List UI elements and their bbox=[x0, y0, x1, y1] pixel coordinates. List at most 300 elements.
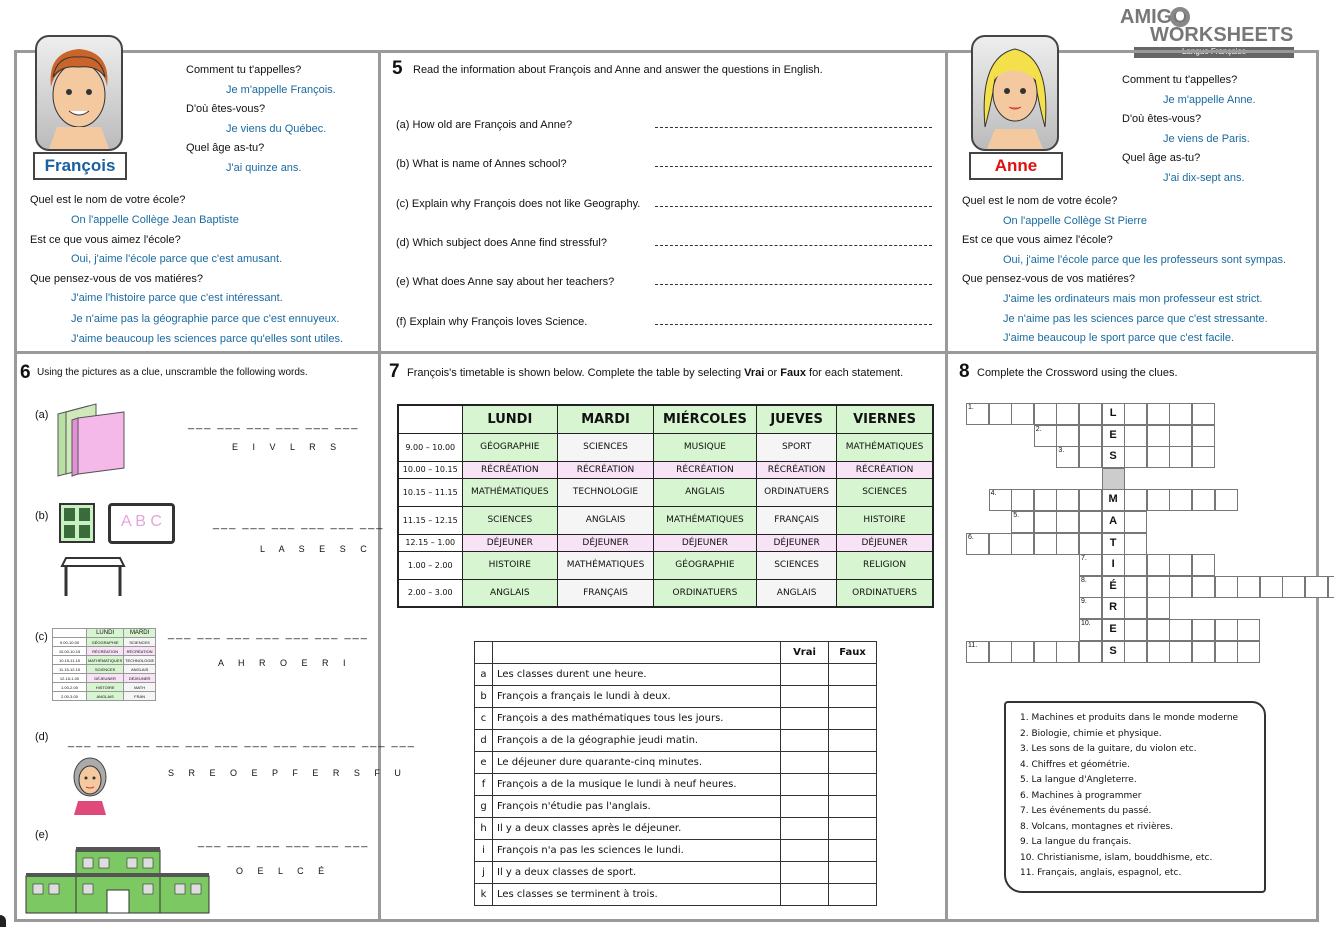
crossword-cell[interactable] bbox=[1079, 641, 1102, 663]
crossword-cell[interactable] bbox=[1124, 511, 1147, 533]
timetable-cell: ORDINATUERS bbox=[757, 478, 837, 506]
crossword-cell[interactable] bbox=[1079, 446, 1102, 468]
crossword-cell[interactable] bbox=[1056, 403, 1079, 425]
faux-checkbox[interactable] bbox=[829, 818, 877, 840]
vrai-checkbox[interactable] bbox=[781, 708, 829, 730]
crossword-cell[interactable] bbox=[1056, 489, 1079, 511]
timetable-cell: RELIGION bbox=[837, 551, 933, 579]
vf-statement: François a de la géographie jeudi matin. bbox=[493, 730, 781, 752]
timetable-cell: TECHNOLOGIE bbox=[558, 478, 654, 506]
vrai-checkbox[interactable] bbox=[781, 752, 829, 774]
crossword-cell[interactable] bbox=[1192, 425, 1215, 447]
clue-item: 1. Machines et produits dans le monde moderne bbox=[1020, 713, 1239, 723]
s5-number: 5 bbox=[392, 58, 403, 79]
crossword-cell[interactable] bbox=[1260, 576, 1283, 598]
timetable-row bbox=[398, 551, 933, 579]
faux-checkbox[interactable] bbox=[829, 730, 877, 752]
logo-line1: AMIGO bbox=[1120, 6, 1188, 28]
mini-row bbox=[53, 674, 156, 683]
timetable-row bbox=[398, 579, 933, 607]
s7-vrai: Vrai bbox=[744, 367, 765, 379]
vf-letter: j bbox=[475, 862, 493, 884]
timetable-cell: MATHÉMATIQUES bbox=[837, 433, 933, 461]
vf-letter: c bbox=[475, 708, 493, 730]
s5-question: (b) What is name of Annes school? bbox=[396, 158, 567, 171]
crossword-cell[interactable] bbox=[1011, 489, 1034, 511]
timetable-time: 2.00 – 3.00 bbox=[398, 579, 462, 607]
crossword-cell[interactable] bbox=[1124, 403, 1147, 425]
mini-cell: 9.00-10.00 bbox=[53, 638, 87, 647]
crossword-cell[interactable] bbox=[1079, 533, 1102, 555]
crossword-number: 4. bbox=[990, 490, 997, 498]
crossword-cell[interactable] bbox=[1192, 489, 1215, 511]
mini-cell: TECHNOLOGIE bbox=[125, 657, 155, 663]
vf-statement: François n'a pas les sciences le lundi. bbox=[493, 840, 781, 862]
s5-answer-line[interactable] bbox=[655, 206, 932, 207]
vf-row bbox=[475, 840, 877, 862]
crossword-blank-cell bbox=[1102, 468, 1125, 490]
s6-instruction: Using the pictures as a clue, unscramble the following words. bbox=[37, 367, 308, 378]
crossword-cell[interactable] bbox=[1169, 641, 1192, 663]
crossword-number: 11. bbox=[968, 641, 978, 649]
crossword-cell[interactable] bbox=[1147, 489, 1170, 511]
crossword-cell[interactable] bbox=[1192, 576, 1215, 598]
mini-cell: SCIENCES bbox=[87, 665, 124, 674]
timetable-cell: HISTOIRE bbox=[837, 506, 933, 534]
clue-item: 6. Machines à programmer bbox=[1020, 790, 1142, 801]
crossword-cell[interactable] bbox=[1011, 403, 1034, 425]
vrai-checkbox[interactable] bbox=[781, 686, 829, 708]
crossword-cell[interactable] bbox=[989, 533, 1012, 555]
vf-statement: François a français le lundi à deux. bbox=[493, 686, 781, 708]
faux-checkbox[interactable] bbox=[829, 686, 877, 708]
crossword-key-letter: S bbox=[1109, 644, 1117, 657]
crossword-cell[interactable] bbox=[1147, 619, 1170, 641]
timetable-day: LUNDI bbox=[462, 405, 558, 433]
timetable-cell: RÉCRÉATION bbox=[653, 461, 756, 478]
s5-answer-line[interactable] bbox=[655, 324, 932, 325]
vrai-checkbox[interactable] bbox=[781, 730, 829, 752]
mini-cell: 1.00-2.00 bbox=[53, 683, 87, 692]
s8-instruction: Complete the Crossword using the clues. bbox=[977, 367, 1178, 379]
mini-cell: ANGLAIS bbox=[124, 665, 156, 674]
mini-cell: 12.15-1.00 bbox=[53, 674, 87, 683]
crossword-cell[interactable] bbox=[1124, 446, 1147, 468]
s7-instruction-post: for each statement. bbox=[805, 367, 904, 379]
s6-e-label: (e) bbox=[35, 829, 49, 841]
crossword-cell[interactable] bbox=[1079, 403, 1102, 425]
crossword-cell[interactable] bbox=[1169, 403, 1192, 425]
crossword-cell[interactable] bbox=[1124, 533, 1147, 555]
s5-answer-line[interactable] bbox=[655, 245, 932, 246]
crossword-cell[interactable] bbox=[1079, 511, 1102, 533]
timetable-cell: ANGLAIS bbox=[757, 579, 837, 607]
crossword-cell[interactable] bbox=[1034, 403, 1057, 425]
timetable-cell: ANGLAIS bbox=[462, 579, 558, 607]
vf-statement: Il y a deux classes de sport. bbox=[493, 862, 781, 884]
true-false-table bbox=[474, 641, 877, 906]
francois-q4: Quel est le nom de votre école? bbox=[30, 194, 186, 206]
timetable-cell: DÉJEUNER bbox=[558, 534, 654, 551]
vrai-checkbox[interactable] bbox=[781, 796, 829, 818]
timetable-cell: DÉJEUNER bbox=[462, 534, 558, 551]
crossword-key-letter: I bbox=[1111, 558, 1115, 571]
s5-question: (a) How old are François and Anne? bbox=[396, 119, 573, 131]
clue-item: 11. Français, anglais, espagnol, etc. bbox=[1020, 868, 1182, 878]
s6-a-label: (a) bbox=[35, 409, 49, 421]
vf-letter: f bbox=[475, 774, 493, 796]
crossword-cell[interactable] bbox=[1192, 641, 1215, 663]
timetable-cell: GÉOGRAPHIE bbox=[462, 433, 558, 461]
s7-number: 7 bbox=[389, 361, 400, 382]
vf-letter: e bbox=[475, 752, 493, 774]
faux-checkbox[interactable] bbox=[829, 884, 877, 906]
crossword-cell[interactable] bbox=[1056, 511, 1079, 533]
timetable-cell: HISTOIRE bbox=[462, 551, 558, 579]
crossword-cell[interactable] bbox=[1079, 489, 1102, 511]
vrai-checkbox[interactable] bbox=[781, 774, 829, 796]
school-building-icon bbox=[25, 846, 210, 914]
vf-row bbox=[475, 664, 877, 686]
crossword-cell[interactable] bbox=[1034, 641, 1057, 663]
vf-row bbox=[475, 752, 877, 774]
vf-letter: h bbox=[475, 818, 493, 840]
francois-q2: D'où êtes-vous? bbox=[186, 103, 266, 115]
crossword-cell[interactable] bbox=[1124, 554, 1147, 576]
crossword-key-letter: S bbox=[1109, 450, 1117, 463]
s6-d-letters: S R E O E P F E R S F U bbox=[168, 768, 407, 778]
vf-header-faux: Faux bbox=[829, 642, 877, 664]
mini-row bbox=[53, 656, 156, 665]
mini-row bbox=[53, 665, 156, 674]
crossword-number: 6. bbox=[968, 533, 974, 541]
crossword-cell[interactable] bbox=[989, 641, 1012, 663]
timetable-cell: ORDINATUERS bbox=[653, 579, 756, 607]
s5-answer-line[interactable] bbox=[655, 166, 932, 167]
mini-cell: MATH bbox=[124, 683, 156, 692]
crossword-number: 7. bbox=[1081, 555, 1087, 563]
timetable-row bbox=[398, 461, 933, 478]
vrai-checkbox[interactable] bbox=[781, 818, 829, 840]
s5-question: (c) Explain why François does not like Geography. bbox=[396, 197, 641, 210]
clue-item: 3. Les sons de la guitare, du violon etc. bbox=[1020, 744, 1197, 754]
crossword-number: 9. bbox=[1081, 598, 1087, 606]
timetable-cell: FRANÇAIS bbox=[757, 506, 837, 534]
clue-item: 8. Volcans, montagnes et rivières. bbox=[1020, 821, 1174, 832]
crossword-number: 10. bbox=[1081, 620, 1091, 627]
crossword-key-letter: L bbox=[1109, 407, 1117, 419]
timetable-cell: MUSIQUE bbox=[653, 433, 756, 461]
logo-tag: Langue Française bbox=[1134, 47, 1294, 58]
divider bbox=[378, 50, 381, 922]
clue-item: 2. Biologie, chimie et physique. bbox=[1020, 728, 1162, 739]
vf-statement: Les classes durent une heure. bbox=[493, 664, 781, 686]
francois-a2: Je viens du Québec. bbox=[226, 123, 327, 135]
crossword-cell[interactable] bbox=[1034, 511, 1057, 533]
crossword-cell[interactable] bbox=[1124, 619, 1147, 641]
timetable-time: 12.15 – 1.00 bbox=[398, 534, 462, 551]
s7-instruction bbox=[407, 367, 903, 379]
francois-a6-2: Je n'aime pas la géographie parce que c'est ennuyeux. bbox=[71, 313, 340, 325]
timetable-time: 9.00 – 10.00 bbox=[398, 433, 462, 461]
s5-answer-line[interactable] bbox=[655, 284, 932, 285]
francois-q3: Quel âge as-tu? bbox=[186, 142, 265, 154]
crossword-cell[interactable] bbox=[1237, 641, 1260, 663]
francois-a1: Je m'appelle François. bbox=[226, 84, 336, 96]
crossword-cell[interactable] bbox=[1192, 554, 1215, 576]
crossword-cell[interactable] bbox=[1215, 641, 1238, 663]
crossword-cell[interactable] bbox=[1079, 425, 1102, 447]
crossword-number: 8. bbox=[1081, 576, 1087, 584]
timetable-cell: RÉCRÉATION bbox=[757, 461, 837, 478]
mini-timetable bbox=[52, 628, 156, 706]
s6-e-letters: O E L C É bbox=[236, 866, 331, 876]
mini-cell: 10.00-10.15 bbox=[53, 647, 87, 656]
crossword-number: 2. bbox=[1035, 425, 1042, 433]
vf-header-vrai: Vrai bbox=[781, 642, 829, 664]
s6-c-blanks[interactable]: ___ ___ ___ ___ ___ ___ ___ bbox=[168, 628, 369, 640]
mini-header-row bbox=[53, 629, 156, 638]
clue-item: 7. Les événements du passé. bbox=[1020, 806, 1152, 816]
crossword-cell[interactable] bbox=[1056, 533, 1079, 555]
mini-row bbox=[53, 683, 156, 692]
timetable-cell: SCIENCES bbox=[837, 478, 933, 506]
books-icon bbox=[52, 402, 132, 478]
s6-e-blanks[interactable]: ___ ___ ___ ___ ___ ___ bbox=[198, 836, 370, 848]
vf-letter: k bbox=[475, 884, 493, 906]
vf-corner bbox=[493, 642, 781, 664]
s6-d-label: (d) bbox=[35, 731, 49, 743]
crossword-cell[interactable] bbox=[1237, 576, 1260, 598]
s6-a-letters: E I V L R S bbox=[232, 442, 343, 452]
crossword-cell[interactable] bbox=[1305, 576, 1328, 598]
crossword-cell[interactable] bbox=[1237, 619, 1260, 641]
crossword-cell[interactable] bbox=[1147, 425, 1170, 447]
s6-b-blanks[interactable]: ___ ___ ___ ___ ___ ___ bbox=[213, 518, 385, 530]
francois-q5: Est ce que vous aimez l'école? bbox=[30, 234, 181, 246]
vf-letter: a bbox=[475, 664, 493, 686]
vf-header-row bbox=[475, 642, 877, 664]
crossword-cell[interactable] bbox=[1192, 403, 1215, 425]
timetable-cell: SCIENCES bbox=[757, 551, 837, 579]
clue-item: 4. Chiffres et géométrie. bbox=[1020, 759, 1130, 770]
teacher-icon bbox=[72, 757, 108, 815]
crossword-cell[interactable] bbox=[1215, 619, 1238, 641]
crossword-cell[interactable] bbox=[1147, 403, 1170, 425]
crossword-cell[interactable] bbox=[1124, 489, 1147, 511]
crossword-cell[interactable] bbox=[1147, 446, 1170, 468]
timetable-cell: DÉJEUNER bbox=[757, 534, 837, 551]
francois-q6: Que pensez-vous de vos matiéres? bbox=[30, 273, 204, 285]
vf-statement: Les classes se terminent à trois. bbox=[493, 884, 781, 906]
crossword-cell[interactable] bbox=[1011, 533, 1034, 555]
vf-row bbox=[475, 708, 877, 730]
crossword-cell[interactable] bbox=[1169, 446, 1192, 468]
vf-statement: François a de la musique le lundi à neuf heures. bbox=[493, 774, 781, 796]
timetable-header-row bbox=[398, 405, 933, 433]
crossword-cell[interactable] bbox=[1169, 554, 1192, 576]
vrai-checkbox[interactable] bbox=[781, 862, 829, 884]
francois-a5: Oui, j'aime l'école parce que c'est amusant. bbox=[71, 253, 283, 265]
timetable-day: MIÉRCOLES bbox=[653, 405, 756, 433]
vrai-checkbox[interactable] bbox=[781, 884, 829, 906]
crossword-cell[interactable] bbox=[1011, 641, 1034, 663]
faux-checkbox[interactable] bbox=[829, 796, 877, 818]
mini-cell: GÉOGRAPHIE bbox=[87, 638, 124, 647]
mini-cell: RÉCRÉATION bbox=[124, 647, 156, 656]
s7-instruction-pre: François's timetable is shown below. Complete the table by selecting bbox=[407, 367, 745, 379]
faux-checkbox[interactable] bbox=[829, 840, 877, 862]
s7-or: or bbox=[764, 367, 781, 379]
crossword-key-letter: E bbox=[1109, 623, 1117, 635]
crossword-cell[interactable] bbox=[1192, 619, 1215, 641]
whiteboard-abc: A B C bbox=[121, 513, 162, 530]
anne-q3: Quel âge as-tu? bbox=[1122, 152, 1201, 164]
table-icon bbox=[60, 556, 126, 598]
clue-item: 10. Christianisme, islam, bouddhisme, etc. bbox=[1020, 852, 1213, 863]
faux-checkbox[interactable] bbox=[829, 752, 877, 774]
crossword-cell[interactable] bbox=[1169, 619, 1192, 641]
anne-a6-2: Je n'aime pas les sciences parce que c'est stressante. bbox=[1003, 313, 1268, 325]
s5-question: (f) Explain why François loves Science. bbox=[396, 315, 588, 328]
timetable-day: VIERNES bbox=[837, 405, 933, 433]
s7-faux: Faux bbox=[780, 367, 806, 379]
s5-instruction: Read the information about François and Anne and answer the questions in English. bbox=[413, 64, 823, 76]
anne-a1: Je m'appelle Anne. bbox=[1163, 94, 1256, 106]
timetable-row bbox=[398, 506, 933, 534]
crossword-cell[interactable] bbox=[1147, 554, 1170, 576]
timetable-cell: ANGLAIS bbox=[558, 506, 654, 534]
vf-row bbox=[475, 884, 877, 906]
crossword-cell[interactable] bbox=[1169, 576, 1192, 598]
mini-cell: 10.15-11.15 bbox=[53, 656, 87, 665]
vrai-checkbox[interactable] bbox=[781, 840, 829, 862]
crossword-cell[interactable] bbox=[1034, 489, 1057, 511]
s5-question: (d) Which subject does Anne find stressful? bbox=[396, 236, 607, 249]
crossword-key-letter: A bbox=[1109, 515, 1118, 527]
s6-c-letters: A H R O E R I bbox=[218, 658, 352, 668]
crossword-cell[interactable] bbox=[1282, 576, 1305, 598]
s5-answer-line[interactable] bbox=[655, 127, 932, 128]
crossword-cell[interactable] bbox=[1147, 576, 1170, 598]
s8-number: 8 bbox=[959, 361, 970, 382]
anne-q6: Que pensez-vous de vos matiéres? bbox=[962, 273, 1136, 285]
crossword-key-letter: R bbox=[1109, 601, 1118, 614]
vf-row bbox=[475, 796, 877, 818]
s5-question: (e) What does Anne say about her teachers? bbox=[396, 276, 615, 289]
crossword-cell[interactable] bbox=[1124, 641, 1147, 663]
faux-checkbox[interactable] bbox=[829, 664, 877, 686]
faux-checkbox[interactable] bbox=[829, 708, 877, 730]
mini-cell: FRAN bbox=[124, 692, 156, 701]
crossword-key-letter: M bbox=[1108, 493, 1118, 506]
crossword-cell[interactable] bbox=[1056, 425, 1079, 447]
francois-a3: J'ai quinze ans. bbox=[226, 162, 302, 174]
s6-d-blanks[interactable]: ___ ___ ___ ___ ___ ___ ___ ___ ___ ___ ___ ___ bbox=[68, 736, 416, 748]
divider bbox=[945, 50, 948, 922]
anne-a2: Je viens de Paris. bbox=[1163, 133, 1250, 145]
crossword-cell[interactable] bbox=[1192, 446, 1215, 468]
crossword-cell[interactable] bbox=[1169, 425, 1192, 447]
vf-row bbox=[475, 774, 877, 796]
timetable-cell: SCIENCES bbox=[558, 433, 654, 461]
faux-checkbox[interactable] bbox=[829, 774, 877, 796]
vf-statement: François a des mathématiques tous les jours. bbox=[493, 708, 781, 730]
crossword-cell[interactable] bbox=[1147, 597, 1170, 619]
crossword-cell[interactable] bbox=[989, 403, 1012, 425]
crossword-key-letter: T bbox=[1109, 536, 1117, 549]
crossword-cell[interactable] bbox=[1056, 641, 1079, 663]
vf-row bbox=[475, 862, 877, 884]
s6-a-blanks[interactable]: ___ ___ ___ ___ ___ ___ bbox=[188, 418, 360, 430]
faux-checkbox[interactable] bbox=[829, 862, 877, 884]
francois-a6-1: J'aime l'histoire parce que c'est intéressant. bbox=[71, 292, 283, 304]
vf-letter: b bbox=[475, 686, 493, 708]
timetable-day: MARDI bbox=[558, 405, 654, 433]
vrai-checkbox[interactable] bbox=[781, 664, 829, 686]
crossword-number: 1. bbox=[968, 404, 974, 411]
timetable-day: JUEVES bbox=[757, 405, 837, 433]
mini-row bbox=[53, 638, 156, 647]
crossword-cell[interactable] bbox=[1124, 425, 1147, 447]
timetable bbox=[397, 404, 934, 608]
timetable-time: 11.15 – 12.15 bbox=[398, 506, 462, 534]
crossword-cell[interactable] bbox=[1215, 576, 1238, 598]
crossword-cell[interactable] bbox=[1169, 489, 1192, 511]
logo-line2: WORKSHEETS bbox=[1150, 24, 1294, 46]
timetable-cell: ORDINATUERS bbox=[837, 579, 933, 607]
vf-letter: g bbox=[475, 796, 493, 818]
anne-a3: J'ai dix-sept ans. bbox=[1163, 172, 1245, 184]
crossword-key-letter: É bbox=[1109, 579, 1117, 592]
francois-name: François bbox=[33, 152, 127, 180]
vf-row bbox=[475, 730, 877, 752]
timetable-time: 1.00 – 2.00 bbox=[398, 551, 462, 579]
vf-statement: François n'étudie pas l'anglais. bbox=[493, 796, 781, 818]
s6-number: 6 bbox=[20, 362, 31, 383]
mini-cell: 11.15-12.15 bbox=[53, 665, 87, 674]
mini-row bbox=[53, 692, 156, 701]
crossword-cell[interactable] bbox=[1034, 533, 1057, 555]
timetable-row bbox=[398, 478, 933, 506]
mini-cell: DÉJEUNER bbox=[124, 674, 156, 683]
anne-q5: Est ce que vous aimez l'école? bbox=[962, 234, 1113, 246]
timetable-cell: MATHÉMATIQUES bbox=[462, 478, 558, 506]
timetable-cell: FRANÇAIS bbox=[558, 579, 654, 607]
timetable-corner bbox=[398, 405, 462, 433]
mini-header-cell: LUNDI bbox=[87, 629, 124, 638]
mini-row bbox=[53, 647, 156, 656]
anne-avatar bbox=[971, 35, 1059, 151]
timetable-time: 10.00 – 10.15 bbox=[398, 461, 462, 478]
crossword-cell[interactable] bbox=[1147, 641, 1170, 663]
anne-q2: D'où êtes-vous? bbox=[1122, 113, 1202, 125]
crossword-cell[interactable] bbox=[1124, 576, 1147, 598]
mini-cell: DÉJEUNER bbox=[87, 674, 124, 683]
page-corner bbox=[0, 915, 6, 927]
timetable-cell: RÉCRÉATION bbox=[837, 461, 933, 478]
timetable-cell: RÉCRÉATION bbox=[462, 461, 558, 478]
crossword-cell[interactable] bbox=[1124, 597, 1147, 619]
mini-cell: ANGLAIS bbox=[87, 692, 124, 701]
crossword-cell[interactable] bbox=[1215, 489, 1238, 511]
clue-item: 9. La langue du français. bbox=[1020, 837, 1132, 847]
anne-a6-3: J'aime beaucoup le sport parce que c'est facile. bbox=[1003, 332, 1235, 344]
timetable-cell: ANGLAIS bbox=[653, 478, 756, 506]
mini-cell: 2.00-3.00 bbox=[53, 692, 87, 701]
crossword-cell[interactable] bbox=[1328, 576, 1334, 598]
anne-name: Anne bbox=[969, 152, 1063, 180]
